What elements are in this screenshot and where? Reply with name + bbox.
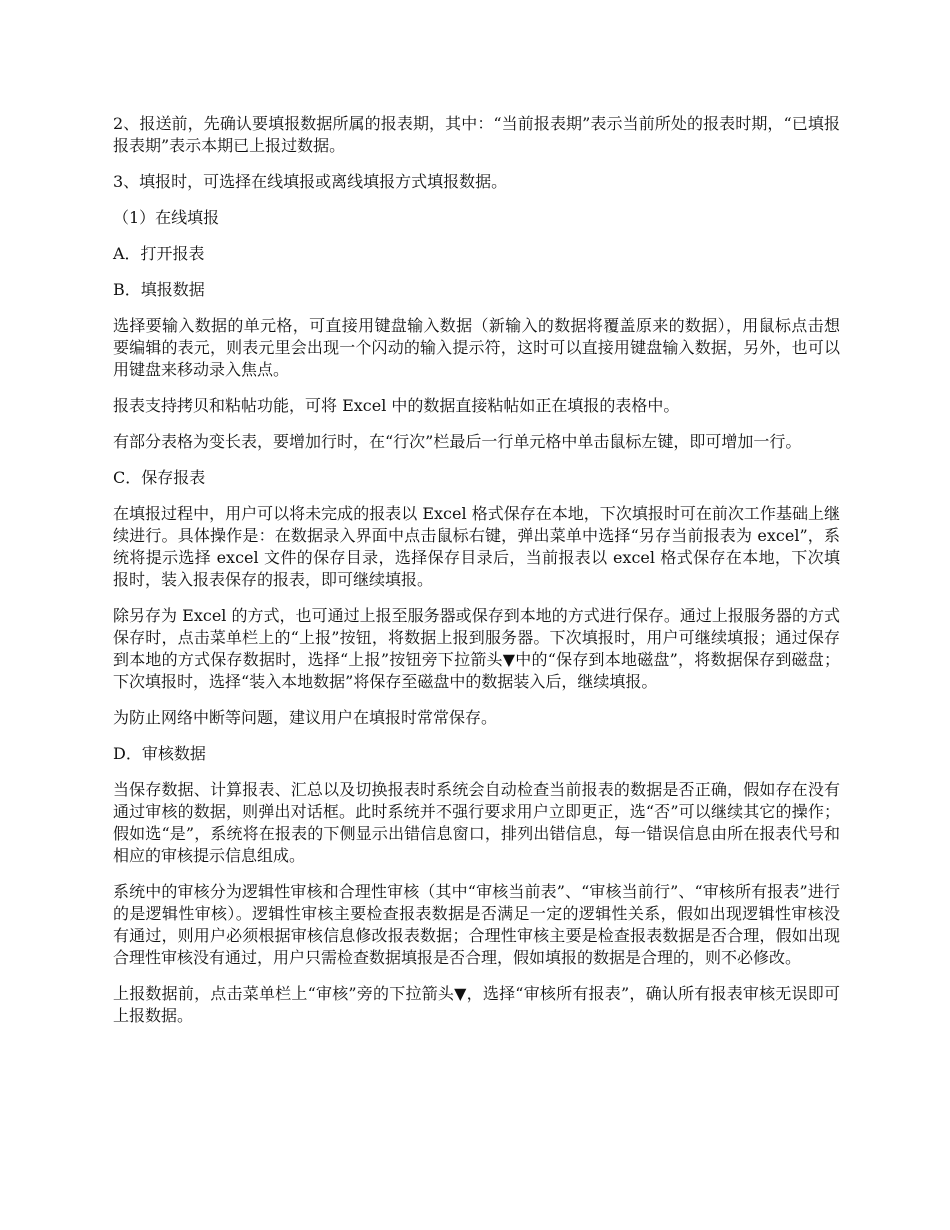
- paragraph-audit-before-submit: 上报数据前，点击菜单栏上“审核”旁的下拉箭头▼，选择“审核所有报表”，确认所有报表审核无误即可上报数据。: [113, 984, 840, 1025]
- paragraph-copy-paste: 报表支持拷贝和粘帖功能，可将 Excel 中的数据直接粘帖如正在填报的表格中。: [113, 396, 680, 415]
- paragraph-save-often: 为防止网络中断等问题，建议用户在填报时常常保存。: [113, 708, 498, 727]
- heading-save-report: C．保存报表: [113, 468, 206, 487]
- paragraph-audit-types: 系统中的审核分为逻辑性审核和合理性审核（其中“审核当前表”、“审核当前行”、“审核所有报表”进行的是逻辑性审核）。逻辑性审核主要检查报表数据是否满足一定的逻辑性关系，假如出现逻辑性审核没有通过，则用户必须根据审核信息修改报表数据；合理性审核主要是检查报表数据是否合理，假如出现合理性审核没有通过，用户只需检查数据填报是否合理，假如填报的数据是合理的，则不必修改。: [113, 882, 840, 967]
- heading-audit-data: D．审核数据: [113, 744, 206, 763]
- paragraph-auto-audit: 当保存数据、计算报表、汇总以及切换报表时系统会自动检查当前报表的数据是否正确，假如存在没有通过审核的数据，则弹出对话框。此时系统并不强行要求用户立即更正，选“否”可以继续其它的操作；假如选“是”，系统将在报表的下侧显示出错信息窗口，排列出错信息，每一错误信息由所在报表代号和相应的审核提示信息组成。: [113, 780, 840, 865]
- paragraph-variable-table: 有部分表格为变长表，要增加行时，在“行次”栏最后一行单元格中单击鼠标左键，即可增加一行。: [113, 432, 802, 451]
- paragraph-step-2: 2、报送前，先确认要填报数据所属的报表期，其中：“当前报表期”表示当前所处的报表时期，“已填报报表期”表示本期已上报过数据。: [113, 114, 840, 155]
- paragraph-save-server-local: 除另存为 Excel 的方式，也可通过上报至服务器或保存到本地的方式进行保存。通过上报服务器的方式保存时，点击菜单栏上的“上报”按钮，将数据上报到服务器。下次填报时，用户可继续填报；通过保存到本地的方式保存数据时，选择“上报”按钮旁下拉箭头▼中的“保存到本地磁盘”，将数据保存到磁盘；下次填报时，选择“装入本地数据”将保存至磁盘中的数据装入后，继续填报。: [113, 606, 840, 691]
- document-page: [113, 113, 840, 1041]
- paragraph-step-3: 3、填报时，可选择在线填报或离线填报方式填报数据。: [113, 172, 508, 191]
- heading-fill-data: B．填报数据: [113, 280, 205, 299]
- heading-online-fill: （1）在线填报: [113, 208, 220, 227]
- paragraph-select-cell: 选择要输入数据的单元格，可直接用键盘输入数据（新输入的数据将覆盖原来的数据），用鼠标点击想要编辑的表元，则表元里会出现一个闪动的输入提示符，这时可以直接用键盘输入数据，另外，也可以用键盘来移动录入焦点。: [113, 316, 840, 379]
- heading-open-report: A．打开报表: [113, 244, 205, 263]
- paragraph-save-excel: 在填报过程中，用户可以将未完成的报表以 Excel 格式保存在本地，下次填报时可在前次工作基础上继续进行。具体操作是：在数据录入界面中点击鼠标右键，弹出菜单中选择“另存当前报表为 excel”，系统将提示选择 excel 文件的保存目录，选择保存目录后，当前报表以 excel 格式保存在本地，下次填报时，装入报表保存的报表，即可继续填报。: [113, 504, 840, 589]
